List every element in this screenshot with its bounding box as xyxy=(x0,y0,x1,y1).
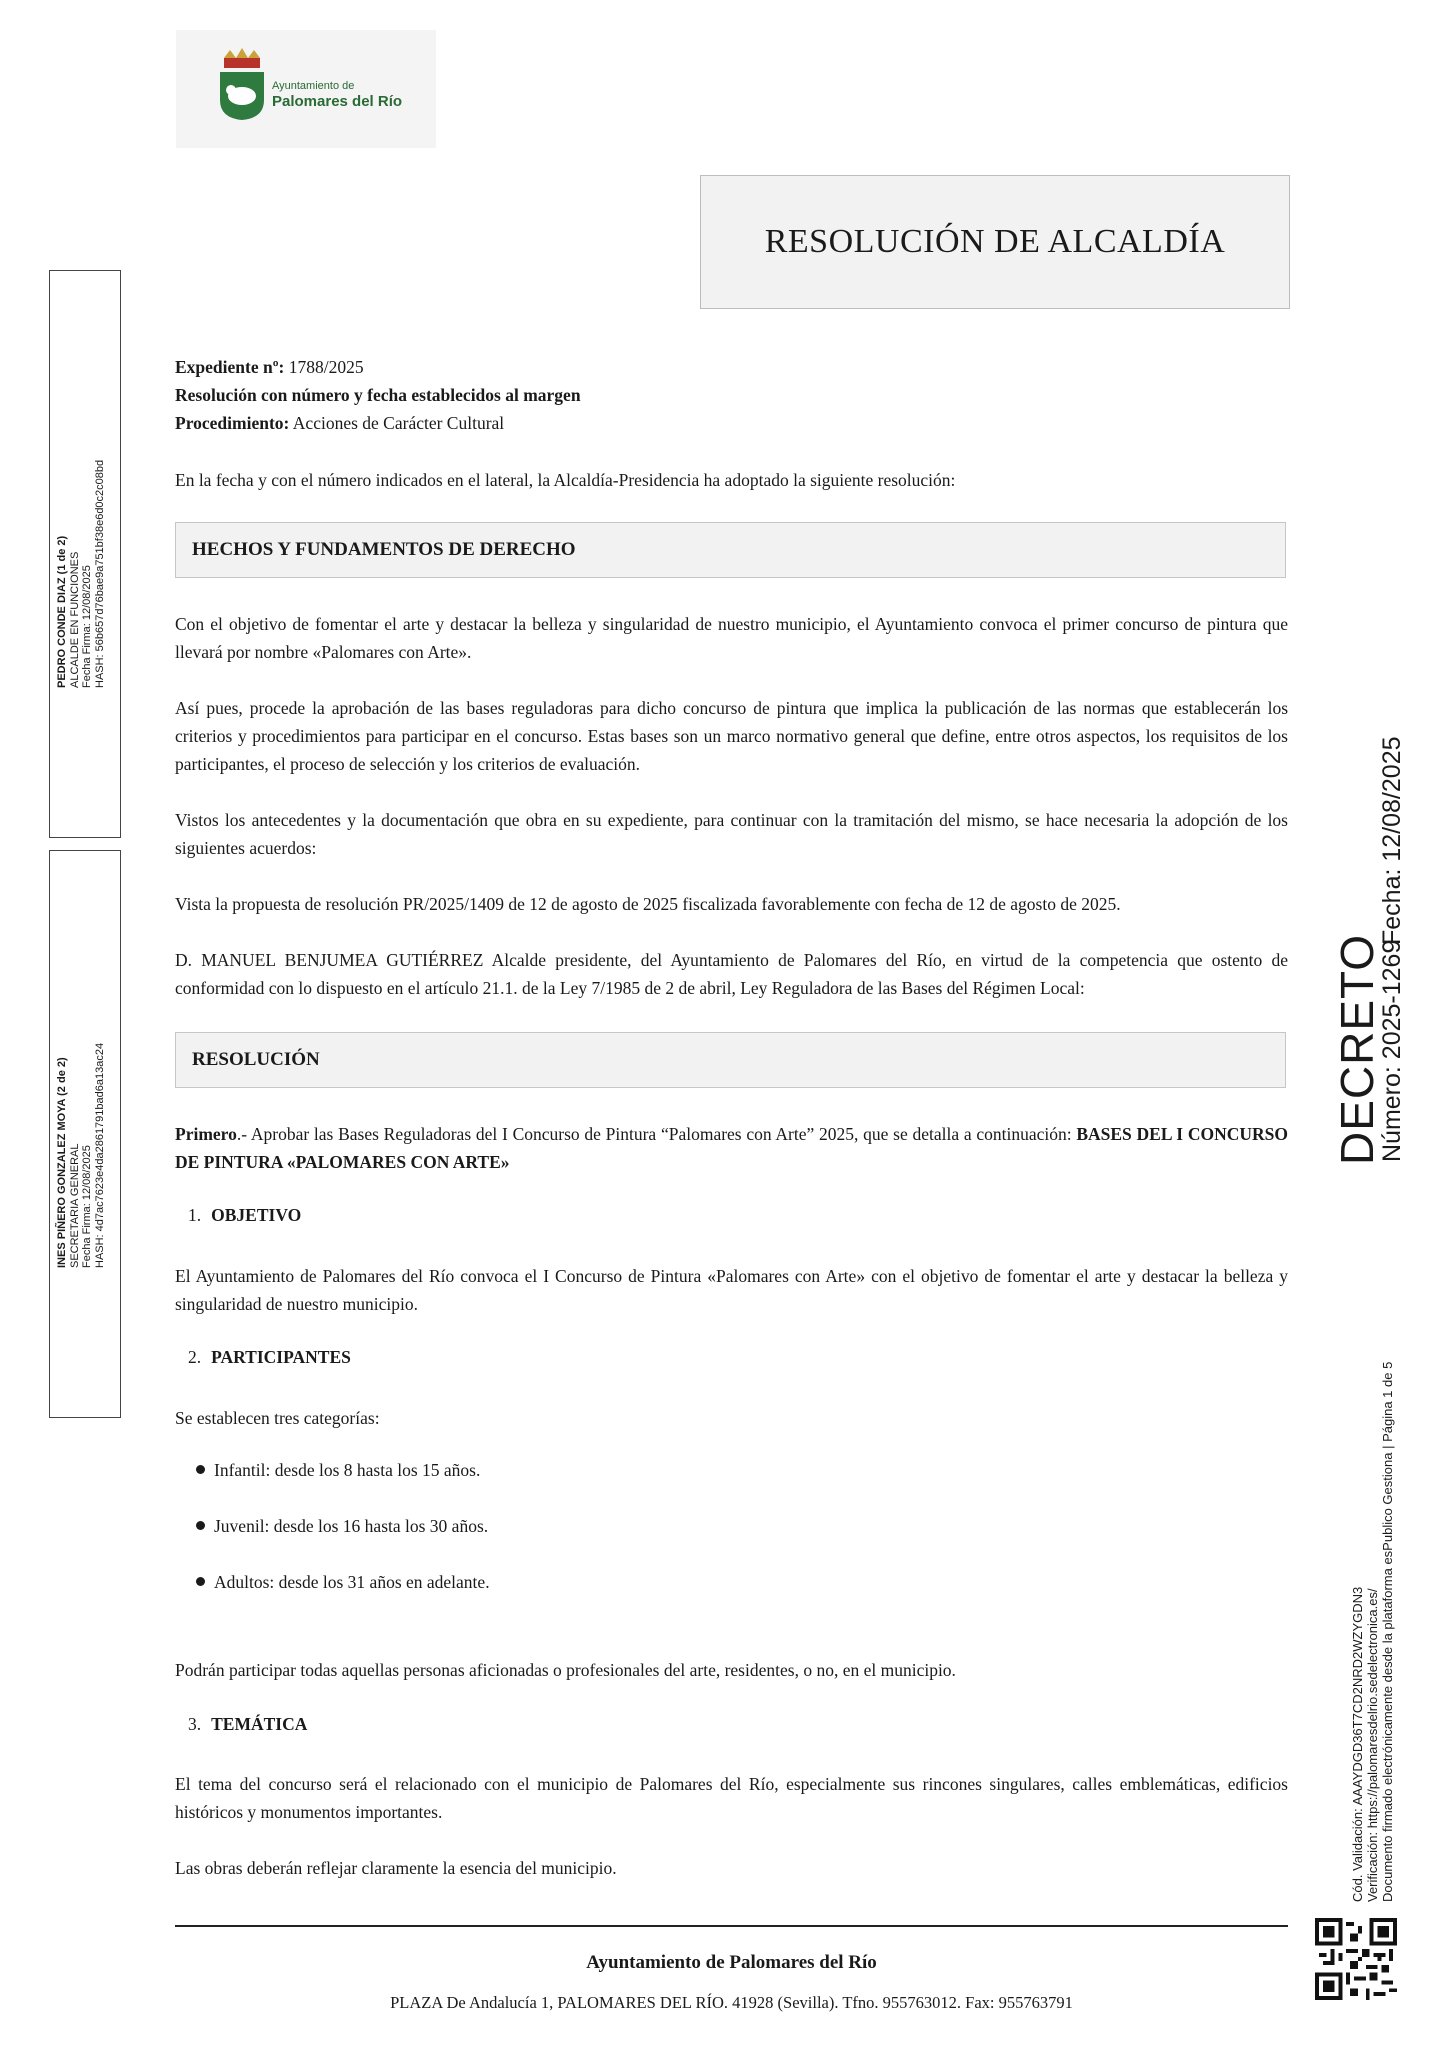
primero-label: Primero xyxy=(175,1124,237,1144)
footer-address: PLAZA De Andalucía 1, PALOMARES DEL RÍO. 41928 (Sevilla). Tfno. 955763012. Fax: 955763791 xyxy=(390,1993,1073,2012)
qr-code-icon[interactable] xyxy=(1315,1918,1397,2000)
section-heading-resolucion: RESOLUCIÓN xyxy=(175,1032,1286,1088)
heading-tematica xyxy=(188,1714,307,1735)
expediente-meta xyxy=(175,354,1288,438)
primero-text: .- Aprobar las Bases Reguladoras del I Concurso de Pintura “Palomares con Arte” 2025, que se detalla a continuación: xyxy=(236,1124,1077,1144)
decreto-number: Número: 2025-1269 xyxy=(1378,939,1406,1162)
tematica-paragraph-2: Las obras deberán reflejar claramente la esencia del municipio. xyxy=(175,1858,617,1878)
decreto-label: DECRETO xyxy=(1331,933,1383,1165)
signer-name: INES PIÑERO GONZALEZ MOYA (2 de 2) xyxy=(56,1057,68,1268)
list-item-text: Adultos: desde los 31 años en adelante. xyxy=(214,1572,490,1592)
bullet-icon xyxy=(196,1465,205,1474)
signature-1-text xyxy=(56,460,106,688)
signature-date: Fecha Firma: 12/08/2025 xyxy=(81,1145,93,1268)
heading-title: PARTICIPANTES xyxy=(211,1347,351,1367)
validation-code: Cód. Validación: AAAYDGD36T7CD2NRD2WZYGDN3 xyxy=(1350,1586,1365,1902)
dove-shield-icon xyxy=(218,70,266,122)
logo-line-1: Ayuntamiento de xyxy=(272,80,355,92)
list-item xyxy=(196,1516,488,1537)
expediente-line xyxy=(175,354,1288,382)
signer-name: PEDRO CONDE DIAZ (1 de 2) xyxy=(56,535,68,688)
paragraph-2: Así pues, procede la aprobación de las bases reguladoras para dicho concurso de pintura que implica la publicación de las normas que establecerán los criterios y procedimientos para participar en el concurso. Estas bases son un marco normativo general que define, entre otros aspectos, los requisitos de los participantes, el proceso de selección y los criterios de evaluación. xyxy=(175,698,1288,774)
signature-hash: HASH: 56b657d76bae9a751bf38e6d0c2c08bd xyxy=(93,459,106,688)
procedimiento-line xyxy=(175,410,1288,438)
heading-title: TEMÁTICA xyxy=(211,1714,308,1734)
tematica-paragraph: El tema del concurso será el relacionado con el municipio de Palomares del Río, especialmente sus rincones singulares, calles emblemáticas, edificios históricos y monumentos importantes. xyxy=(175,1774,1288,1822)
heading-objetivo xyxy=(188,1205,301,1226)
primero-paragraph xyxy=(175,1120,1288,1176)
signature-hash: HASH: 4d7ac7623e4da2861791bad6a13ac24 xyxy=(93,1042,106,1268)
bullet-icon xyxy=(196,1577,205,1586)
primero-bold-tail: BASES DEL I CONCURSO DE PINTURA «PALOMARES CON ARTE» xyxy=(175,1124,1288,1172)
list-item-text: Juvenil: desde los 16 hasta los 30 años. xyxy=(214,1516,489,1536)
paragraph-4: Vista la propuesta de resolución PR/2025/1409 de 12 de agosto de 2025 fiscalizada favorablemente con fecha de 12 de agosto de 2025. xyxy=(175,894,1121,914)
municipal-logo xyxy=(176,30,436,148)
footer-organization: Ayuntamiento de Palomares del Río xyxy=(586,1952,877,1973)
heading-participantes xyxy=(188,1347,351,1368)
heading-number: 2. xyxy=(188,1347,202,1367)
logo-line-2: Palomares del Río xyxy=(272,93,403,110)
section-heading-hechos: HECHOS Y FUNDAMENTOS DE DERECHO xyxy=(175,522,1286,578)
heading-number: 1. xyxy=(188,1205,202,1225)
expediente-value: 1788/2025 xyxy=(288,357,364,377)
list-item xyxy=(196,1460,480,1481)
resolucion-label: Resolución con número y fecha establecidos al margen xyxy=(175,385,581,405)
categorias-intro: Se establecen tres categorías: xyxy=(175,1408,380,1428)
signature-date: Fecha Firma: 12/08/2025 xyxy=(81,565,93,688)
document-title: RESOLUCIÓN DE ALCALDÍA xyxy=(700,175,1290,309)
signer-role: SECRETARIA GENERAL xyxy=(68,1143,81,1268)
paragraph-1: Con el objetivo de fomentar el arte y destacar la belleza y singularidad de nuestro municipio, el Ayuntamiento convoca el primer concurso de pintura que llevará por nombre «Palomares con Arte». xyxy=(175,614,1288,662)
bullet-icon xyxy=(196,1521,205,1530)
heading-number: 3. xyxy=(188,1714,202,1734)
paragraph-5: D. MANUEL BENJUMEA GUTIÉRREZ Alcalde presidente, del Ayuntamiento de Palomares del Río, en virtud de la competencia que ostento de conformidad con lo dispuesto en el artículo 21.1. de la Ley 7/1985 de 2 de abril, Ley Reguladora de las Bases del Régimen Local: xyxy=(175,950,1288,998)
heading-title: OBJETIVO xyxy=(211,1205,302,1225)
footer-divider xyxy=(175,1925,1288,1927)
resolucion-line xyxy=(175,382,1288,410)
procedimiento-label: Procedimiento: xyxy=(175,413,290,433)
list-item xyxy=(196,1572,490,1593)
signer-role: ALCALDE EN FUNCIONES xyxy=(68,551,81,688)
crown-icon xyxy=(220,48,264,70)
intro-paragraph: En la fecha y con el número indicados en el lateral, la Alcaldía-Presidencia ha adoptado la siguiente resolución: xyxy=(175,470,956,490)
procedimiento-value: Acciones de Carácter Cultural xyxy=(292,413,505,433)
expediente-label: Expediente nº: xyxy=(175,357,285,377)
verification-url[interactable]: Verificación: https://palomaresdelrio.sedelectronica.es/ xyxy=(1365,1588,1380,1902)
paragraph-3: Vistos los antecedentes y la documentación que obra en su expediente, para continuar con la tramitación del mismo, se hace necesaria la adopción de los siguientes acuerdos: xyxy=(175,810,1288,858)
list-item-text: Infantil: desde los 8 hasta los 15 años. xyxy=(214,1460,481,1480)
participantes-paragraph: Podrán participar todas aquellas personas aficionadas o profesionales del arte, residentes, o no, en el municipio. xyxy=(175,1660,956,1680)
decreto-date: Fecha: 12/08/2025 xyxy=(1378,736,1406,945)
platform-note: Documento firmado electrónicamente desde la plataforma esPublico Gestiona | Página 1 de 5 xyxy=(1380,1361,1395,1902)
validation-block xyxy=(1350,1362,1395,1902)
signature-2-text xyxy=(56,1043,106,1268)
objetivo-paragraph: El Ayuntamiento de Palomares del Río convoca el I Concurso de Pintura «Palomares con Arte» con el objetivo de fomentar el arte y destacar la belleza y singularidad de nuestro municipio. xyxy=(175,1266,1288,1314)
